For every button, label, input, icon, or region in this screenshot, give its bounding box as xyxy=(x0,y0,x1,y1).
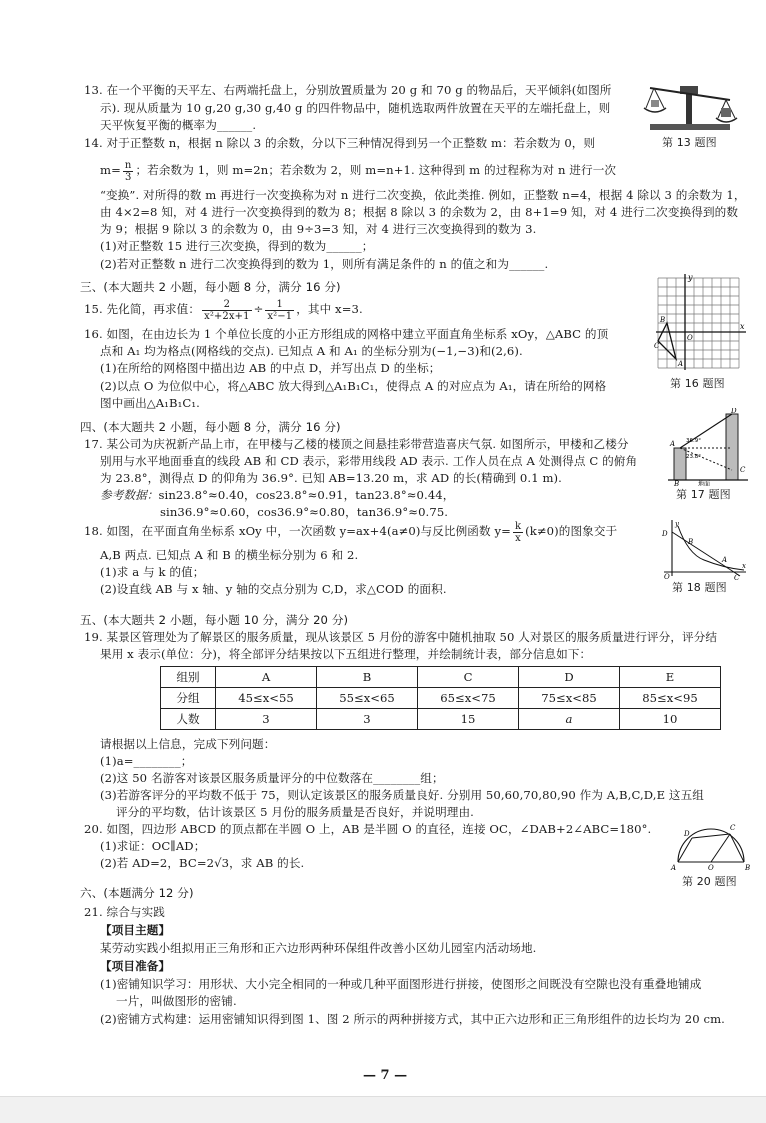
table-row xyxy=(161,709,721,730)
fn-x-label: x xyxy=(742,562,746,570)
q18-line4: (2)设直线 AB 与 x 轴、y 轴的交点分别为 C,D，求△COD 的面积. xyxy=(100,582,447,596)
q17-ref1 xyxy=(100,487,454,503)
table-cell: 75≤x<85 xyxy=(519,688,620,709)
section6-heading: 六、(本题满分 12 分) xyxy=(80,886,194,900)
q16-line4: (2)以点 O 为位似中心，将△ABC 放大得到△A₁B₁C₁，使得点 A 的对应点为 A₁，请在所给的网格 xyxy=(100,379,607,393)
q14-frac-num: n xyxy=(124,159,132,171)
section5-heading: 五、(本大题共 2 小题，每小题 10 分，满分 20 分) xyxy=(80,613,349,627)
grid-y-label: y xyxy=(688,273,693,282)
q21-prep2: (2)密铺方式构建：运用密铺知识得到图 1、图 2 所示的两种拼接方式，其中正六边形和正三角形组件的边长均为 20 cm. xyxy=(100,1012,725,1026)
q18-fraction xyxy=(513,521,523,544)
q15-divide: ÷ xyxy=(253,302,264,316)
table-cell: 55≤x<65 xyxy=(317,688,418,709)
table-row xyxy=(161,688,721,709)
bld-a-label: A xyxy=(670,440,676,448)
q13-line3: 天平恢复平衡的概率为______. xyxy=(100,118,257,132)
q18-line1-tail: (k≠0)的图象交于 xyxy=(525,524,618,538)
q17-ref2: sin36.9°≈0.60，cos36.9°≈0.80，tan36.9°≈0.75. xyxy=(160,505,449,519)
q19-line3: 请根据以上信息，完成下列问题： xyxy=(100,737,276,751)
q14-line2-rest: ；若余数为 1，则 m=2n；若余数为 2，则 m=n+1. 这种得到 m 的过程称为对 n 进行一次 xyxy=(135,163,617,177)
q14-line4: 由 4×2=8 知，对 4 进行一次变换得到的数为 8；根据 8 除以 3 的余数为 2，由 8+1=9 知，对 4 进行二次变换得到的数 xyxy=(100,205,739,219)
grid-a-label: A xyxy=(678,360,684,368)
q17-line1: 17. 某公司为庆祝新产品上市，在甲楼与乙楼的楼顶之间悬挂彩带营造喜庆气氛. 如图所示，甲楼和乙楼分 xyxy=(84,437,629,451)
q14-line2 xyxy=(100,157,616,183)
viewer-bottom-bar xyxy=(0,1096,766,1123)
q14-line5: 为 9；根据 9 除以 3 的余数为 0，由 9÷3=3 知，对 4 进行三次变换得到的数为 3. xyxy=(100,222,537,236)
semi-o-label: O xyxy=(708,864,714,872)
q18-line1-head: 18. 如图，在平面直角坐标系 xOy 中，一次函数 y=ax+4(a≠0)与反比例函数 y= xyxy=(84,524,511,538)
table-cell: 组别 xyxy=(161,667,216,688)
q13-line1: 13. 在一个平衡的天平左、右两端托盘上，分别放置质量为 20 g 和 70 g 的物品后，天平倾斜(如图所 xyxy=(84,83,612,97)
q21-prep-heading: 【项目准备】 xyxy=(100,959,171,973)
bld-c-label: C xyxy=(740,466,746,474)
table-cell: 85≤x<95 xyxy=(620,688,721,709)
q20-line2: (1)求证：OC∥AD； xyxy=(100,839,206,853)
grid-x-label: x xyxy=(740,322,745,331)
q17-line2: 别用与水平地面垂直的线段 AB 和 CD 表示，彩带用线段 AD 表示. 工作人员在点 A 处测得点 C 的俯角 xyxy=(100,454,638,468)
q19-line2: 果用 x 表示(单位：分)，将全部评分结果按以下五组进行整理，并绘制统计表，部分信息如下： xyxy=(100,647,592,661)
q21-theme-heading: 【项目主题】 xyxy=(100,923,171,937)
section3-heading: 三、(本大题共 2 小题，每小题 8 分，满分 16 分) xyxy=(80,280,341,294)
grid-b-label: B xyxy=(660,316,666,324)
table-cell: C xyxy=(418,667,519,688)
q19-line1: 19. 某景区管理处为了解景区的服务质量，现从该景区 5 月份的游客中随机抽取 50 人对景区的服务质量进行评分，评分结 xyxy=(84,630,718,644)
q15-f2-num: 1 xyxy=(265,299,294,311)
table-cell: B xyxy=(317,667,418,688)
q17-caption: 第 17 题图 xyxy=(676,488,731,501)
q15-suffix: ，其中 x=3. xyxy=(296,302,363,316)
fn-d-label: D xyxy=(662,530,668,538)
fn-c-label: C xyxy=(734,574,740,580)
q15-f2-den: x²−1 xyxy=(267,310,293,322)
q16-line1: 16. 如图，在由边长为 1 个单位长度的小正方形组成的网格中建立平面直角坐标系 xOy，△ABC 的顶 xyxy=(84,327,609,341)
grid-origin-label: O xyxy=(687,334,693,342)
q16-caption: 第 16 题图 xyxy=(670,377,725,390)
q15-f1-den: x²+2x+1 xyxy=(204,310,250,322)
q15-fraction-1 xyxy=(202,299,251,322)
table-cell: a xyxy=(519,709,620,730)
q17-ref-label: 参考数据： xyxy=(100,488,159,502)
semi-d-label: D xyxy=(684,830,690,838)
fn-a-label: A xyxy=(722,556,728,564)
q13-line2: 示). 现从质量为 10 g,20 g,30 g,40 g 的四件物品中，随机选取两件放置在天平的左端托盘上，则 xyxy=(100,101,611,115)
balance-scale-figure xyxy=(642,76,738,132)
q19-sub3b: 评分的平均数，估计该景区 5 月份的服务质量是否良好，并说明理由. xyxy=(116,805,474,819)
bld-b-label: B xyxy=(674,480,680,486)
q20-caption: 第 20 题图 xyxy=(682,875,737,888)
table-cell: E xyxy=(620,667,721,688)
table-cell: 3 xyxy=(317,709,418,730)
q16-line3: (1)在所给的网格图中描出边 AB 的中点 D，并写出点 D 的坐标； xyxy=(100,361,441,375)
q16-line5: 图中画出△A₁B₁C₁. xyxy=(100,396,200,410)
q14-sub2: (2)若对正整数 n 进行二次变换得到的数为 1，则所有满足条件的 n 的值之和为______. xyxy=(100,257,549,271)
q21-theme: 某劳动实践小组拟用正三角形和正六边形两种环保组件改善小区幼儿园室内活动场地. xyxy=(100,941,537,955)
fn-origin-label: O xyxy=(664,573,670,580)
semicircle-figure xyxy=(670,818,752,872)
section4-heading: 四、(本大题共 2 小题，每小题 8 分，满分 16 分) xyxy=(80,420,341,434)
q14-sub1: (1)对正整数 15 进行三次变换，得到的数为______； xyxy=(100,239,374,253)
table-cell: 分组 xyxy=(161,688,216,709)
table-cell: A xyxy=(216,667,317,688)
fn-y-label: y xyxy=(675,520,679,528)
q14-line1: 14. 对于正整数 n，根据 n 除以 3 的余数，分以下三种情况得到另一个正整数 m：若余数为 0，则 xyxy=(84,136,596,150)
table-cell: 3 xyxy=(216,709,317,730)
q18-frac-num: k xyxy=(514,520,522,532)
table-row xyxy=(161,667,721,688)
q20-line1: 20. 如图，四边形 ABCD 的顶点都在半圆 O 上，AB 是半圆 O 的直径，连接 OC，∠DAB+2∠ABC=180°. xyxy=(84,822,652,836)
table-cell: 45≤x<55 xyxy=(216,688,317,709)
q14-line3: “变换”. 对所得的数 m 再进行一次变换称为对 n 进行二次变换，依此类推. 例如，正整数 n=4，根据 4 除以 3 的余数为 1， xyxy=(100,188,746,202)
q17-ref1-values: sin23.8°≈0.40，cos23.8°≈0.91，tan23.8°≈0.44， xyxy=(158,488,455,502)
page-number: — 7 — xyxy=(363,1068,408,1083)
q18-frac-den: x xyxy=(515,532,521,544)
table-cell: D xyxy=(519,667,620,688)
q19-sub1: (1)a=________； xyxy=(100,754,193,768)
table-cell: 10 xyxy=(620,709,721,730)
q18-caption: 第 18 题图 xyxy=(672,581,727,594)
q18-line1 xyxy=(84,518,617,544)
grid-c-label: C xyxy=(654,342,660,350)
q13-caption: 第 13 题图 xyxy=(662,136,717,149)
q15-fraction-2 xyxy=(265,299,294,322)
bld-ground-label: 地面 xyxy=(698,481,711,486)
fn-b-label: B xyxy=(688,538,694,546)
semi-c-label: C xyxy=(730,824,736,832)
q21-prep1b: 一片，叫做图形的密铺. xyxy=(116,994,237,1008)
q21-title: 21. 综合与实践 xyxy=(84,905,165,919)
q15-f1-num: 2 xyxy=(202,299,251,311)
q15-line xyxy=(84,296,363,322)
grid-figure xyxy=(654,272,748,372)
q14-fraction xyxy=(123,160,134,183)
q14-frac-den: 3 xyxy=(124,171,132,183)
semi-b-label: B xyxy=(745,864,751,872)
q19-sub3a: (3)若游客评分的平均数不低于 75，则认定该景区的服务质量良好. 分别用 50,60,70,80,90 作为 A,B,C,D,E 这五组 xyxy=(100,788,705,802)
q21-prep1a: (1)密铺知识学习：用形状、大小完全相同的一种或几种平面图形进行拼接，使图形之间既没有空隙也没有重叠地铺成 xyxy=(100,977,702,991)
table-cell: 人数 xyxy=(161,709,216,730)
semi-a-label: A xyxy=(671,864,677,872)
table-cell: 15 xyxy=(418,709,519,730)
q16-line2: 点和 A₁ 均为格点(网格线的交点). 已知点 A 和 A₁ 的坐标分别为(−1,−3)和(2,6). xyxy=(100,344,523,358)
bld-angle-up: 36.9° xyxy=(686,438,701,444)
q18-line2: A,B 两点. 已知点 A 和 B 的横坐标分别为 6 和 2. xyxy=(100,548,359,562)
q18-line3: (1)求 a 与 k 的值； xyxy=(100,565,205,579)
bld-angle-down: 23.8° xyxy=(686,454,701,460)
q17-line3: 为 23.8°，测得点 D 的仰角为 36.9°. 已知 AB=13.20 m，求 AD 的长(精确到 0.1 m). xyxy=(100,471,562,485)
table-cell: 65≤x<75 xyxy=(418,688,519,709)
q14-m-eq: m= xyxy=(100,163,121,177)
buildings-figure xyxy=(668,408,748,486)
q20-line3: (2)若 AD=2，BC=2√3，求 AB 的长. xyxy=(100,856,305,870)
q19-sub2: (2)这 50 名游客对该景区服务质量评分的中位数落在________组； xyxy=(100,771,444,785)
bld-d-label: D xyxy=(731,408,737,415)
score-table xyxy=(160,666,721,730)
q15-prefix: 15. 先化简，再求值： xyxy=(84,302,201,316)
function-graph-figure xyxy=(660,518,748,580)
